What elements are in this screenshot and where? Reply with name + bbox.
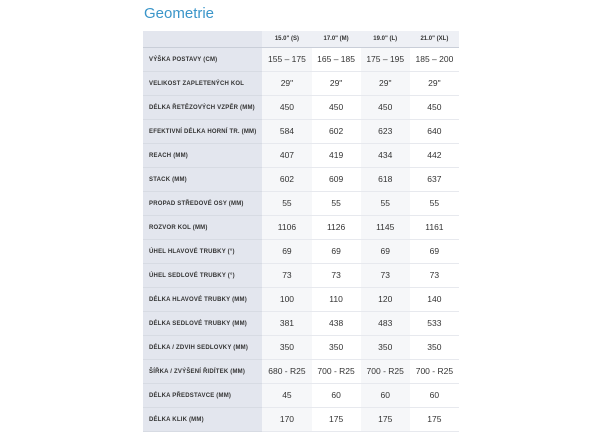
table-row: [143, 48, 459, 72]
cell-value: 175 – 195: [361, 48, 410, 72]
cell-value: 73: [312, 264, 361, 288]
cell-value: 450: [262, 96, 311, 120]
table-row: [143, 192, 459, 216]
size-header: 17.0" (M): [312, 31, 361, 48]
cell-value: 680 - R25: [262, 360, 311, 384]
table-row: [143, 360, 459, 384]
cell-value: 69: [312, 240, 361, 264]
table-row: [143, 288, 459, 312]
cell-value: 623: [361, 120, 410, 144]
cell-value: 73: [410, 264, 459, 288]
cell-value: 55: [262, 192, 311, 216]
cell-value: 175: [361, 408, 410, 432]
cell-value: 100: [262, 288, 311, 312]
table-row: [143, 72, 459, 96]
cell-value: 700 - R25: [312, 360, 361, 384]
row-label: DÉLKA SEDLOVÉ TRUBKY (MM): [143, 312, 262, 336]
header-corner: [143, 31, 262, 48]
row-label: VÝŠKA POSTAVY (CM): [143, 48, 262, 72]
cell-value: 438: [312, 312, 361, 336]
cell-value: 618: [361, 168, 410, 192]
cell-value: 155 – 175: [262, 48, 311, 72]
table-row: [143, 408, 459, 432]
cell-value: 450: [312, 96, 361, 120]
cell-value: 29": [262, 72, 311, 96]
row-label: VELIKOST ZAPLETENÝCH KOL: [143, 72, 262, 96]
cell-value: 602: [262, 168, 311, 192]
row-label: ROZVOR KOL (MM): [143, 216, 262, 240]
cell-value: 29": [361, 72, 410, 96]
table-row: [143, 216, 459, 240]
row-label: STACK (MM): [143, 168, 262, 192]
row-label: ÚHEL SEDLOVÉ TRUBKY (°): [143, 264, 262, 288]
cell-value: 60: [361, 384, 410, 408]
cell-value: 1126: [312, 216, 361, 240]
cell-value: 140: [410, 288, 459, 312]
cell-value: 73: [262, 264, 311, 288]
cell-value: 407: [262, 144, 311, 168]
geometry-table: [143, 31, 459, 432]
table-row: [143, 240, 459, 264]
cell-value: 350: [312, 336, 361, 360]
row-label: PROPAD STŘEDOVÉ OSY (MM): [143, 192, 262, 216]
table-row: [143, 168, 459, 192]
cell-value: 170: [262, 408, 311, 432]
cell-value: 350: [410, 336, 459, 360]
cell-value: 175: [410, 408, 459, 432]
cell-value: 350: [361, 336, 410, 360]
cell-value: 1106: [262, 216, 311, 240]
cell-value: 350: [262, 336, 311, 360]
cell-value: 602: [312, 120, 361, 144]
cell-value: 640: [410, 120, 459, 144]
section-title: Geometrie: [144, 5, 215, 22]
size-header: 21.0" (XL): [410, 31, 459, 48]
cell-value: 60: [312, 384, 361, 408]
cell-value: 55: [312, 192, 361, 216]
cell-value: 69: [410, 240, 459, 264]
cell-value: 69: [361, 240, 410, 264]
cell-value: 381: [262, 312, 311, 336]
table-row: [143, 264, 459, 288]
table-header-row: [143, 31, 459, 48]
cell-value: 1161: [410, 216, 459, 240]
row-label: REACH (MM): [143, 144, 262, 168]
cell-value: 45: [262, 384, 311, 408]
table-row: [143, 312, 459, 336]
cell-value: 450: [410, 96, 459, 120]
row-label: ŠÍŘKA / ZVÝŠENÍ ŘIDÍTEK (MM): [143, 360, 262, 384]
row-label: DÉLKA PŘEDSTAVCE (MM): [143, 384, 262, 408]
row-label: DÉLKA HLAVOVÉ TRUBKY (MM): [143, 288, 262, 312]
table-row: [143, 384, 459, 408]
table-body: [143, 48, 459, 432]
cell-value: 120: [361, 288, 410, 312]
cell-value: 69: [262, 240, 311, 264]
cell-value: 1145: [361, 216, 410, 240]
size-header: 19.0" (L): [361, 31, 410, 48]
cell-value: 700 - R25: [361, 360, 410, 384]
cell-value: 442: [410, 144, 459, 168]
cell-value: 73: [361, 264, 410, 288]
cell-value: 175: [312, 408, 361, 432]
table-row: [143, 96, 459, 120]
cell-value: 434: [361, 144, 410, 168]
row-label: DÉLKA KLIK (MM): [143, 408, 262, 432]
row-label: EFEKTIVNÍ DÉLKA HORNÍ TR. (MM): [143, 120, 262, 144]
cell-value: 609: [312, 168, 361, 192]
cell-value: 700 - R25: [410, 360, 459, 384]
row-label: ÚHEL HLAVOVÉ TRUBKY (°): [143, 240, 262, 264]
cell-value: 110: [312, 288, 361, 312]
cell-value: 637: [410, 168, 459, 192]
cell-value: 185 – 200: [410, 48, 459, 72]
table-row: [143, 336, 459, 360]
cell-value: 60: [410, 384, 459, 408]
cell-value: 584: [262, 120, 311, 144]
cell-value: 419: [312, 144, 361, 168]
table-row: [143, 144, 459, 168]
row-label: DÉLKA ŘETĚZOVÝCH VZPĚR (MM): [143, 96, 262, 120]
cell-value: 165 – 185: [312, 48, 361, 72]
row-label: DÉLKA / ZDVIH SEDLOVKY (MM): [143, 336, 262, 360]
cell-value: 533: [410, 312, 459, 336]
cell-value: 55: [410, 192, 459, 216]
size-header: 15.0" (S): [262, 31, 311, 48]
cell-value: 450: [361, 96, 410, 120]
cell-value: 483: [361, 312, 410, 336]
table-row: [143, 120, 459, 144]
cell-value: 29": [312, 72, 361, 96]
cell-value: 29": [410, 72, 459, 96]
cell-value: 55: [361, 192, 410, 216]
